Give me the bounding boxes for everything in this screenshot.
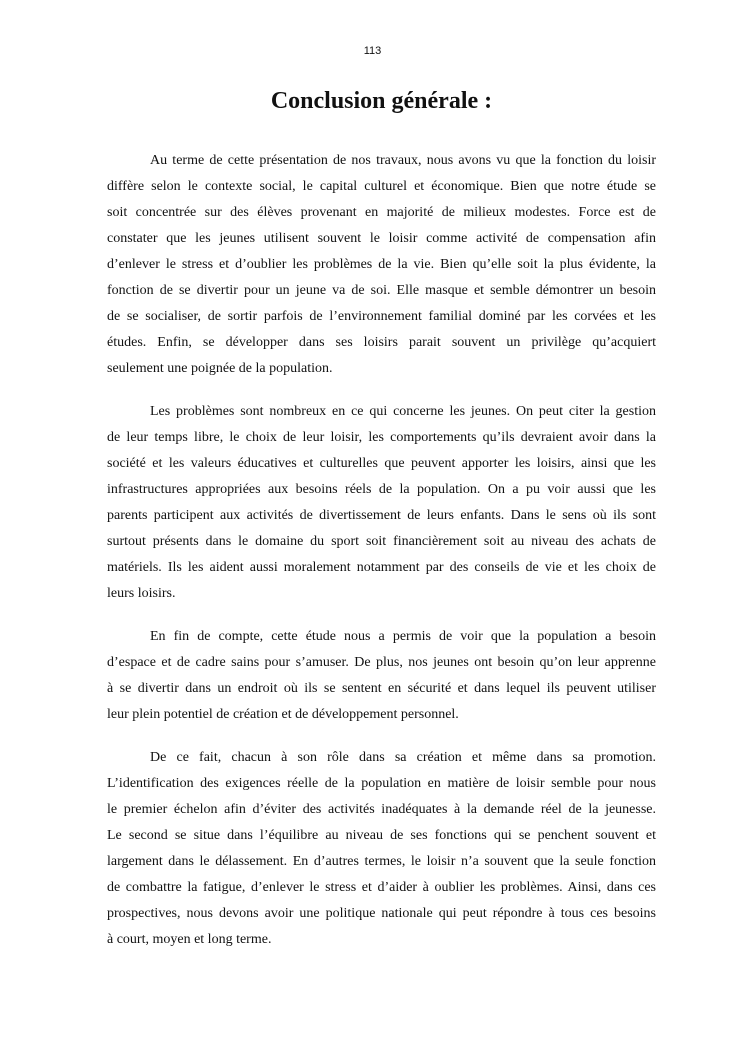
text-line: surtout présents dans le domaine du sport soit financièrement soit au niveau des achats de [107,534,656,549]
document-body [107,148,656,970]
text-line: largement dans le délassement. En d’autres termes, le loisir n’a souvent que la seule fonction [107,854,656,869]
text-line: société et les valeurs éducatives et culturelles que peuvent apporter les loisirs, ainsi que les [107,456,656,471]
paragraph [107,399,656,607]
text-line: soit concentrée sur des élèves provenant en majorité de milieux modestes. Force est de [107,205,656,220]
text-line: le premier échelon afin d’éviter des activités inadéquates à la demande réel de la jeunesse. [107,802,656,817]
paragraph [107,745,656,953]
text-line: seulement une poignée de la population. [107,361,333,376]
text-line: leur plein potentiel de création et de développement personnel. [107,707,459,722]
text-line: Les problèmes sont nombreux en ce qui concerne les jeunes. On peut citer la gestion [150,404,656,419]
text-line: de se socialiser, de sortir parfois de l’environnement familial dominé par les corvées et les [107,309,656,324]
text-line: Le second se situe dans l’équilibre au niveau de ses fonctions qui se penchent souvent et [107,828,656,843]
text-line: parents participent aux activités de divertissement de leurs enfants. Dans le sens où ils sont [107,508,656,523]
text-line: infrastructures appropriées aux besoins réels de la population. On a pu voir aussi que les [107,482,656,497]
text-line: leurs loisirs. [107,586,176,601]
text-line: constater que les jeunes utilisent souvent le loisir comme activité de compensation afin [107,231,656,246]
text-line: Au terme de cette présentation de nos travaux, nous avons vu que la fonction du loisir [150,153,656,168]
text-line: études. Enfin, se développer dans ses loisirs parait souvent un privilège qu’acquiert [107,335,656,350]
text-line: à court, moyen et long terme. [107,932,272,947]
text-line: diffère selon le contexte social, le capital culturel et économique. Bien que notre étude se [107,179,656,194]
paragraph [107,624,656,728]
text-line: En fin de compte, cette étude nous a permis de voir que la population a besoin [150,629,656,644]
paragraph [107,148,656,382]
page-number: 113 [363,45,382,57]
text-line: d’enlever le stress et d’oublier les problèmes de la vie. Bien qu’elle soit la plus évidente, la [107,257,656,272]
text-line: matériels. Ils les aident aussi moralement notamment par des conseils de vie et les choix de [107,560,656,575]
text-line: à se divertir dans un endroit où ils se sentent en sécurité et dans lequel ils peuvent utiliser [107,681,656,696]
text-line: de combattre la fatigue, d’enlever le stress et d’aider à oublier les problèmes. Ainsi, dans ces [107,880,656,895]
text-line: d’espace et de cadre sains pour s’amuser. De plus, nos jeunes ont besoin qu’on leur apprenne [107,655,656,670]
text-line: de leur temps libre, le choix de leur loisir, les comportements qu’ils devraient avoir dans la [107,430,656,445]
text-line: L’identification des exigences réelle de la population en matière de loisir semble pour nous [107,776,656,791]
text-line: De ce fait, chacun à son rôle dans sa création et même dans sa promotion. [150,750,656,765]
text-line: fonction de se divertir pour un jeune va de soi. Elle masque et semble démontrer un besoin [107,283,656,298]
page-title: Conclusion générale : [270,88,493,114]
text-line: prospectives, nous devons avoir une politique nationale qui peut répondre à tous ces besoins [107,906,656,921]
